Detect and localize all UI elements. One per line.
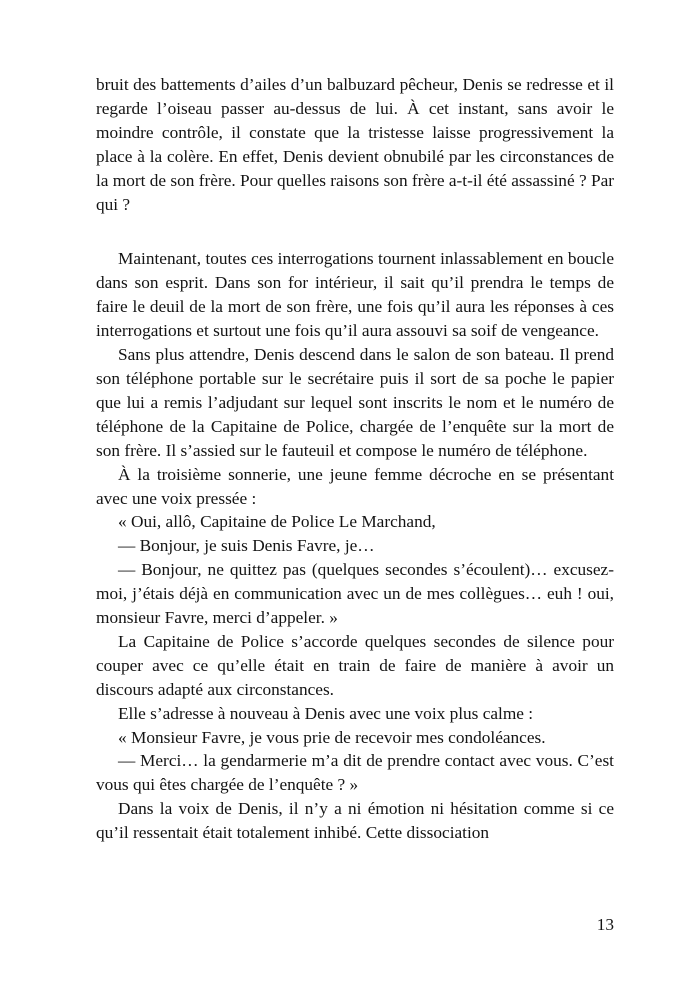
page-number: 13 xyxy=(596,915,614,934)
paragraph: Dans la voix de Denis, il n’y a ni émotion ni hésitation comme si ce qu’il ressentait était totalement inhibé. Cette dissociation xyxy=(96,799,614,843)
paragraph-gap xyxy=(96,216,614,247)
page-body xyxy=(96,73,614,845)
paragraph: La Capitaine de Police s’accorde quelques secondes de silence pour couper avec ce qu’elle était en train de faire de manière à avoir un discours adapté aux circonstances. xyxy=(96,631,614,699)
dialogue-line: « Oui, allô, Capitaine de Police Le Marchand, xyxy=(118,512,436,532)
paragraph: À la troisième sonnerie, une jeune femme décroche en se présentant avec une voix pressée : xyxy=(96,464,614,508)
paragraph: Sans plus attendre, Denis descend dans le salon de son bateau. Il prend son téléphone portable sur le secrétaire puis il sort de sa poche le papier que lui a remis l’adjudant sur lequel sont inscrits le nom et le numéro de téléphone de la Capitaine de Police, chargée de l’enquête sur la mort de son frère. Il s’assied sur le fauteuil et compose le numéro de téléphone. xyxy=(96,345,614,460)
paragraph: bruit des battements d’ailes d’un balbuzard pêcheur, Denis se redresse et il regarde l’oiseau passer au-dessus de lui. À cet instant, sans avoir le moindre contrôle, il constate que la tristesse laisse progressivement la place à la colère. En effet, Denis devient obnubilé par les circonstances de la mort de son frère. Pour quelles raisons son frère a-t-il été assassiné ? Par qui ? xyxy=(96,75,614,214)
dialogue-line: — Merci… la gendarmerie m’a dit de prendre contact avec vous. C’est vous qui êtes chargée de l’enquête ? » xyxy=(96,751,614,795)
dialogue-line: — Bonjour, je suis Denis Favre, je… xyxy=(118,536,375,556)
dialogue-line: — Bonjour, ne quittez pas (quelques secondes s’écoulent)… excusez-moi, j’étais déjà en communication avec un de mes collègues… euh ! oui, monsieur Favre, merci d’appeler. » xyxy=(96,560,614,628)
paragraph: Maintenant, toutes ces interrogations tournent inlassablement en boucle dans son esprit. Dans son for intérieur, il sait qu’il prendra le temps de faire le deuil de la mort de son frère, une fois qu’il aura les réponses à ces interrogations et surtout une fois qu’il aura assouvi sa soif de vengeance. xyxy=(96,249,614,341)
paragraph: Elle s’adresse à nouveau à Denis avec une voix plus calme : xyxy=(118,703,534,723)
dialogue-line: « Monsieur Favre, je vous prie de recevoir mes condoléances. xyxy=(118,727,546,747)
